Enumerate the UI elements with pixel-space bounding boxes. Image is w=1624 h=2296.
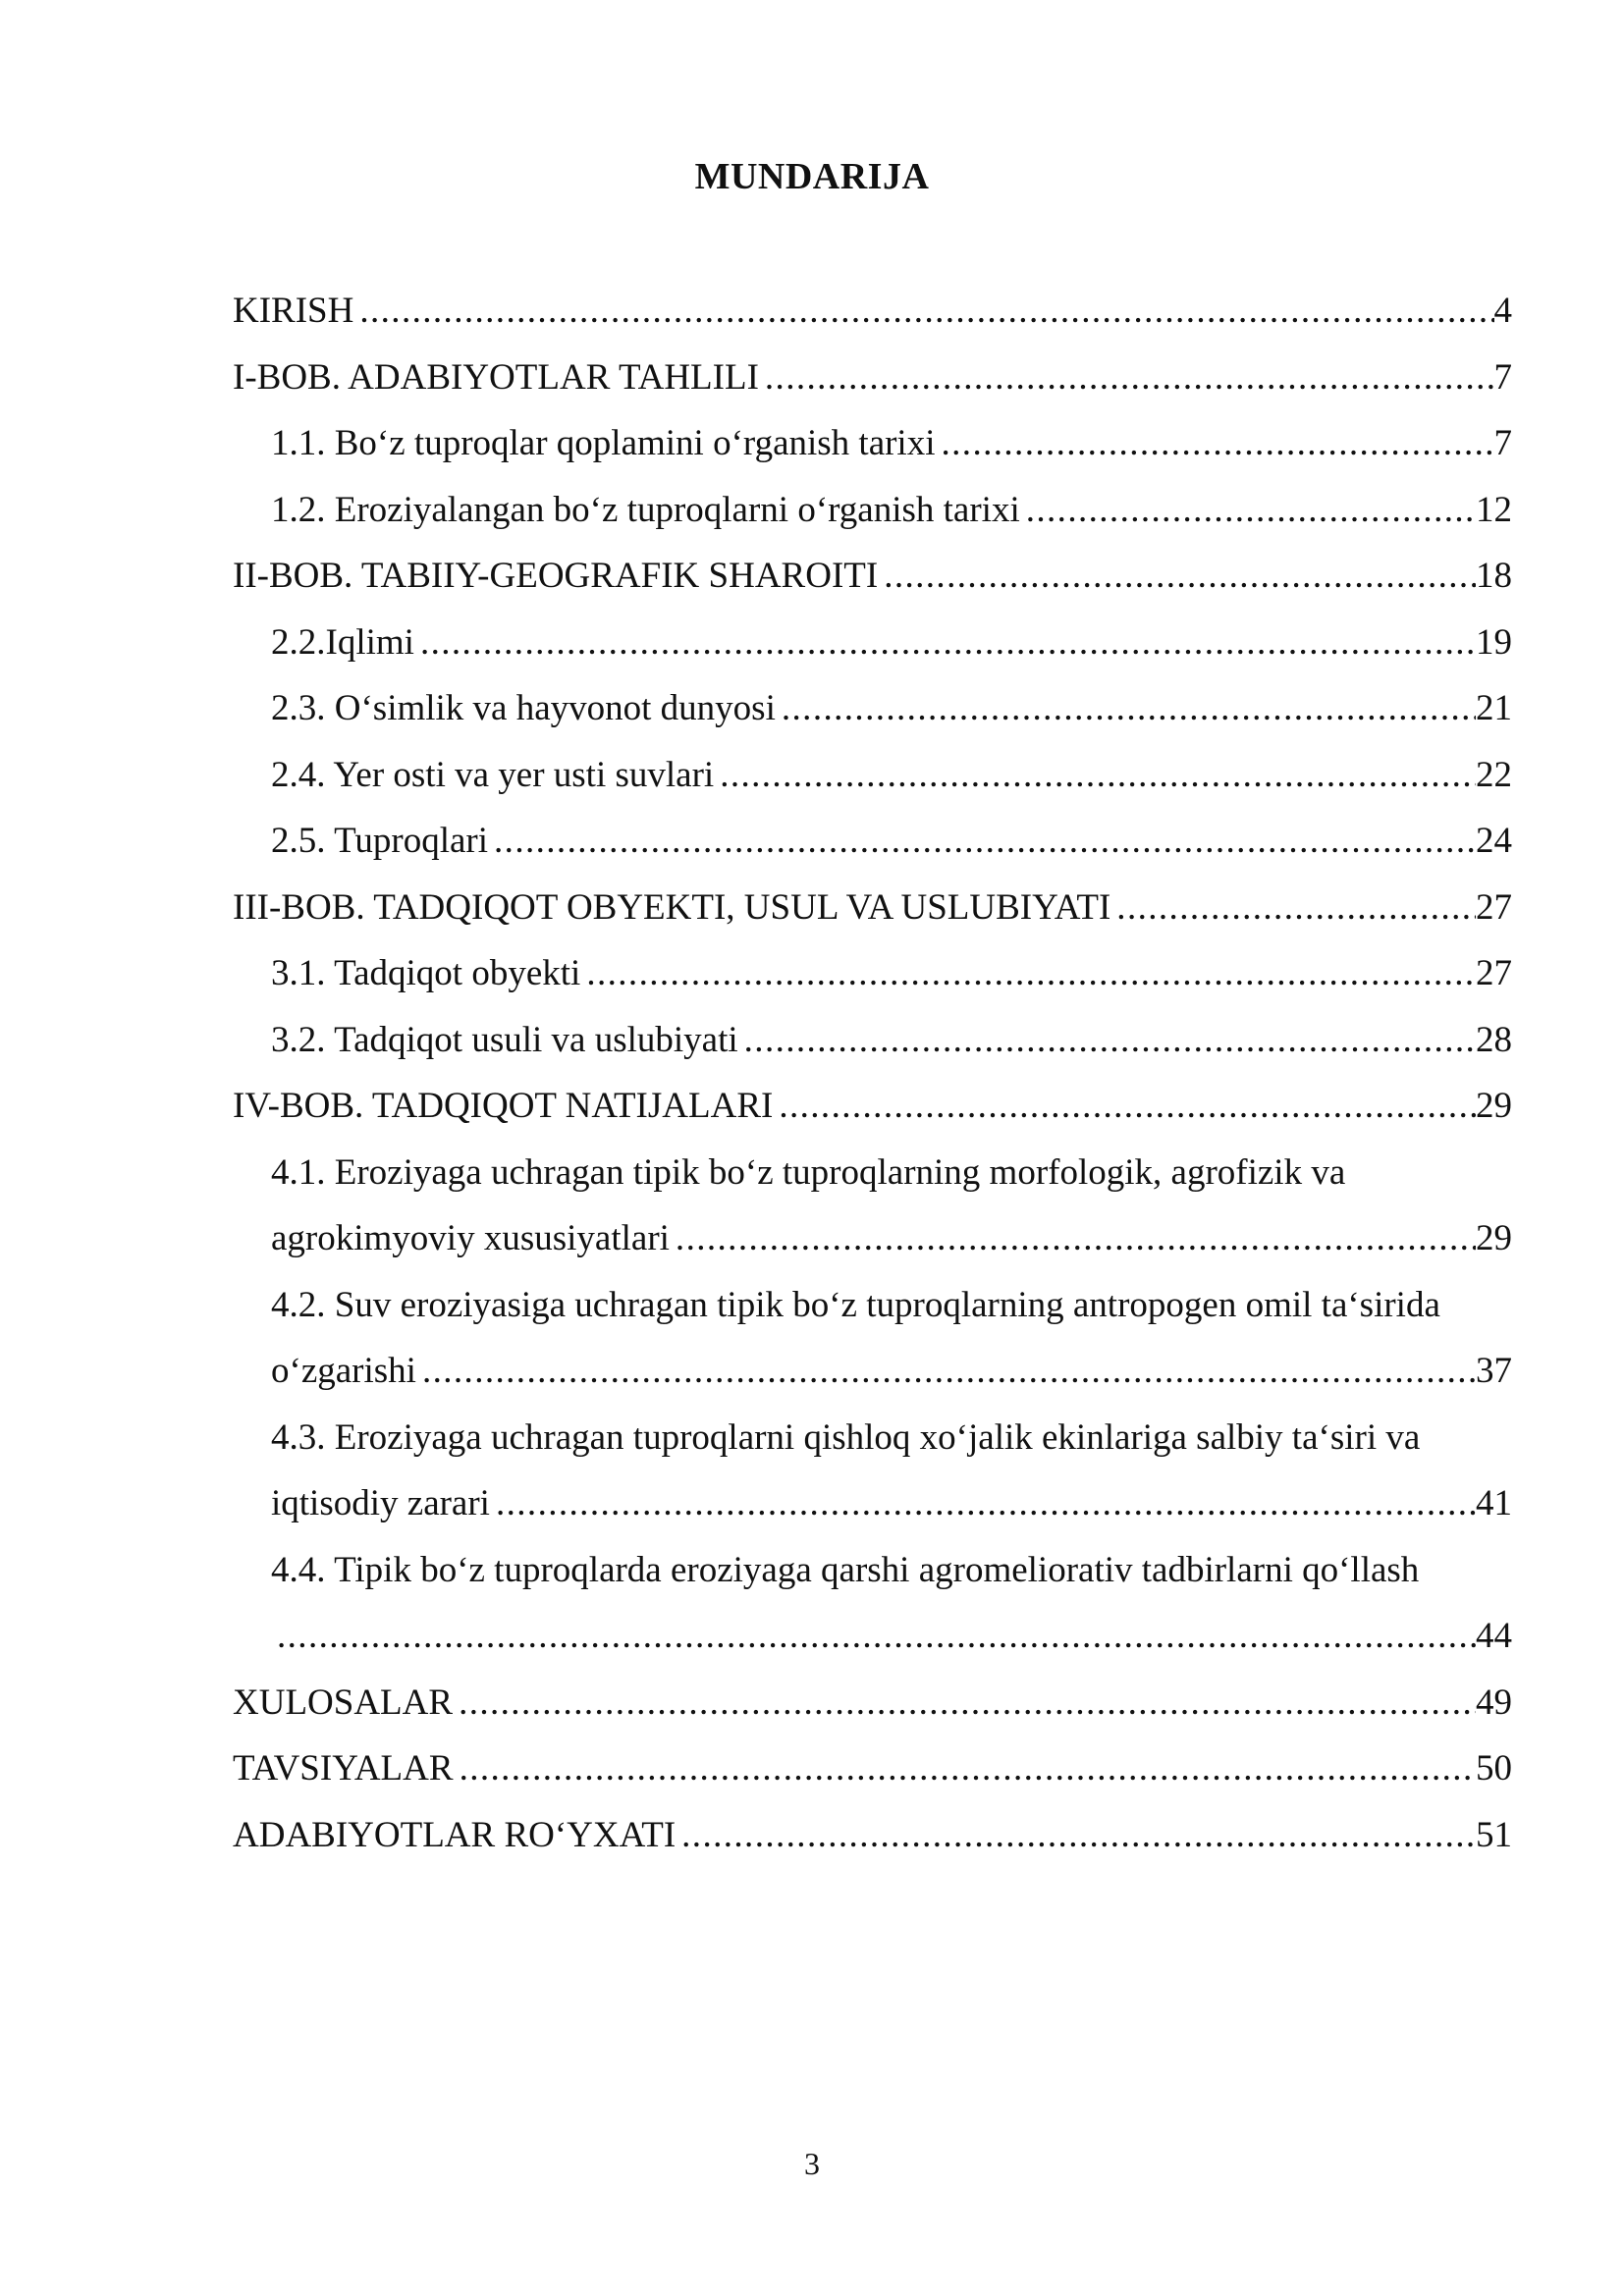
toc-entry-2-3[interactable] [233, 675, 1512, 742]
toc-entry-label: III-BOB. TADQIQOT OBYEKTI, USUL VA USLUBIYATI [233, 886, 1111, 928]
toc-entry-label: ADABIYOTLAR RO‘YXATI [233, 1814, 677, 1855]
dot-leader [454, 1735, 1476, 1802]
toc-entry-4-3[interactable] [233, 1470, 1512, 1537]
dot-leader [670, 1205, 1476, 1272]
toc-entry-page: 7 [1493, 423, 1512, 463]
toc-entry-kirish[interactable] [233, 278, 1512, 345]
toc-entry-page: 18 [1476, 556, 1512, 596]
toc-entry-label: 4.4. Tipik bo‘z tuproqlarda eroziyaga qarshi agromeliorativ tadbirlarni qo‘llash [271, 1549, 1420, 1590]
toc-entry-page: 50 [1476, 1748, 1512, 1789]
toc-entry-page: 4 [1493, 291, 1512, 331]
toc-entry-4-4[interactable] [233, 1603, 1512, 1670]
dot-leader [414, 610, 1476, 676]
toc-entry-page: 37 [1476, 1351, 1512, 1391]
toc-entry-4-1-line1[interactable] [233, 1140, 1512, 1206]
toc-entry-label: 2.4. Yer osti va yer usti suvlari [271, 754, 715, 795]
toc-entry-label: 4.2. Suv eroziyasiga uchragan tipik bo‘z tuproqlarning antropogen omil ta‘sirida [271, 1284, 1440, 1325]
toc-entry-tavsiyalar[interactable] [233, 1735, 1512, 1802]
toc-entry-label: 2.3. O‘simlik va hayvonot dunyosi [271, 688, 776, 728]
toc-entry-label: o‘zgarishi [271, 1351, 416, 1391]
toc-entry-label: 4.1. Eroziyaga uchragan tipik bo‘z tuproqlarning morfologik, agrofizik va [271, 1151, 1346, 1193]
toc-entry-1-1[interactable] [233, 410, 1512, 477]
dot-leader [714, 742, 1476, 809]
toc-entry-3-1[interactable] [233, 940, 1512, 1007]
toc-entry-page: 41 [1476, 1483, 1512, 1523]
toc-entry-4-3-line1[interactable] [233, 1405, 1512, 1471]
dot-leader [488, 808, 1476, 875]
toc-entry-label: 1.1. Bo‘z tuproqlar qoplamini o‘rganish tarixi [271, 423, 936, 463]
toc-entry-label: 2.2.Iqlimi [271, 621, 414, 663]
toc-entry-label: agrokimyoviy xususiyatlari [271, 1218, 670, 1258]
page-number: 3 [804, 2146, 820, 2181]
dot-leader [490, 1470, 1476, 1537]
toc-entry-label: 2.5. Tuproqlari [271, 821, 489, 861]
dot-leader [353, 278, 1493, 345]
toc-entry-page: 51 [1476, 1814, 1512, 1855]
toc-entry-label: KIRISH [233, 291, 354, 331]
toc-entry-1-2[interactable] [233, 477, 1512, 544]
dot-leader [773, 1073, 1476, 1140]
toc-entry-page: 12 [1476, 489, 1512, 530]
toc-entry-page: 29 [1476, 1218, 1512, 1258]
toc-entry-label: 1.2. Eroziyalangan bo‘z tuproqlarni o‘rganish tarixi [271, 489, 1020, 530]
toc-entry-2-2[interactable] [233, 610, 1512, 676]
dot-leader [453, 1670, 1476, 1736]
toc-entry-xulosalar[interactable] [233, 1670, 1512, 1736]
toc-entry-label: TAVSIYALAR [233, 1748, 454, 1789]
toc-entry-chapter-4[interactable] [233, 1073, 1512, 1140]
toc-entry-page: 22 [1476, 754, 1512, 795]
toc-entry-page: 44 [1476, 1616, 1512, 1656]
toc-entry-label: 4.3. Eroziyaga uchragan tuproqlarni qishloq xo‘jalik ekinlariga salbiy ta‘siri va [271, 1416, 1421, 1458]
toc-entry-4-2-line1[interactable] [233, 1272, 1512, 1339]
toc-entry-label: II-BOB. TABIIY-GEOGRAFIK SHAROITI [233, 556, 879, 596]
toc-entry-label: I-BOB. ADABIYOTLAR TAHLILI [233, 356, 759, 398]
toc-entry-page: 29 [1476, 1086, 1512, 1126]
toc-entry-3-2[interactable] [233, 1007, 1512, 1074]
toc-entry-2-4[interactable] [233, 742, 1512, 809]
toc-entry-page: 27 [1476, 953, 1512, 993]
dot-leader [580, 940, 1476, 1007]
toc-entry-label: 3.2. Tadqiqot usuli va uslubiyati [271, 1019, 738, 1060]
dot-leader [271, 1603, 1476, 1670]
toc-entry-2-5[interactable] [233, 808, 1512, 875]
toc-entry-page: 7 [1493, 356, 1512, 398]
dot-leader [776, 675, 1476, 742]
dot-leader [416, 1338, 1476, 1405]
toc-entry-page: 19 [1476, 621, 1512, 663]
toc-entry-chapter-2[interactable] [233, 543, 1512, 610]
toc-entry-label: IV-BOB. TADQIQOT NATIJALARI [233, 1086, 774, 1126]
toc-entry-chapter-3[interactable] [233, 875, 1512, 941]
toc-entry-page: 49 [1476, 1682, 1512, 1723]
dot-leader [1110, 875, 1476, 941]
toc-entry-page: 24 [1476, 821, 1512, 861]
toc-entry-label: iqtisodiy zarari [271, 1483, 490, 1523]
dot-leader [759, 345, 1494, 411]
table-of-contents [233, 278, 1512, 1868]
dot-leader [936, 410, 1494, 477]
page-title: MUNDARIJA [694, 156, 930, 197]
toc-entry-page: 28 [1476, 1019, 1512, 1060]
dot-leader [878, 543, 1476, 610]
dot-leader [1020, 477, 1476, 544]
toc-entry-page: 21 [1476, 688, 1512, 728]
toc-entry-chapter-1[interactable] [233, 345, 1512, 411]
toc-entry-4-4-line1[interactable] [233, 1537, 1512, 1604]
toc-entry-page: 27 [1476, 886, 1512, 928]
toc-entry-4-2[interactable] [233, 1338, 1512, 1405]
dot-leader [738, 1007, 1476, 1074]
toc-entry-adabiyotlar[interactable] [233, 1802, 1512, 1869]
toc-entry-label: XULOSALAR [233, 1682, 454, 1723]
dot-leader [676, 1802, 1476, 1869]
toc-entry-label: 3.1. Tadqiqot obyekti [271, 953, 581, 993]
toc-entry-4-1[interactable] [233, 1205, 1512, 1272]
